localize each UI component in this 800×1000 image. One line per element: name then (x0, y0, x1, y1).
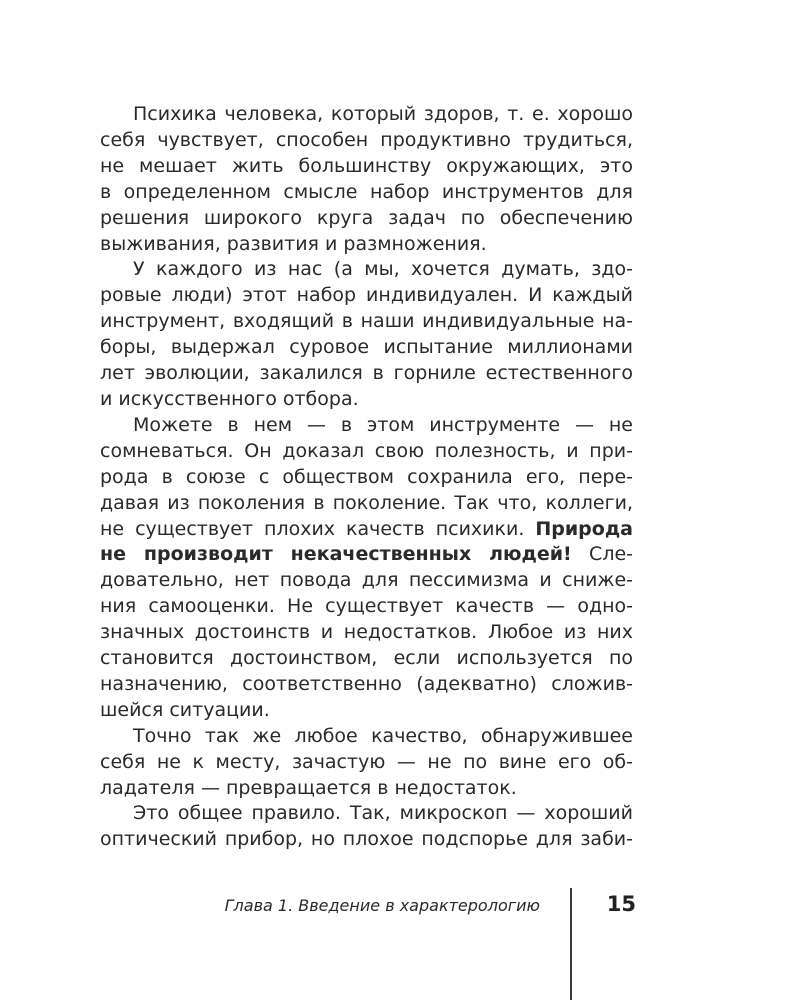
text-line: инструмент, входящий в наши индивидуальные на- (100, 310, 633, 333)
text-line: У каждого из нас (а мы, хочется думать, здо- (133, 258, 633, 281)
text-line-mixed (100, 517, 633, 543)
text-line: выживания, развития и размножения. (100, 232, 487, 255)
text-line: ния самооценки. Не существует качеств — одно- (100, 595, 633, 618)
running-footer-chapter-title: Глава 1. Введение в характерологию (224, 896, 540, 915)
text-line: боры, выдержал суровое испытание миллионами (100, 336, 633, 359)
text-line: себя чувствует, способен продуктивно трудиться, (100, 128, 633, 151)
body-text (100, 102, 633, 853)
text-line: Можете в нем — в этом инструменте — не (133, 413, 633, 436)
text-line: себя не к месту, зачастую — не по вине его об- (100, 750, 633, 773)
text-line-mixed (100, 542, 633, 568)
text-line: шейся ситуации. (100, 698, 270, 721)
text-line: не мешает жить большинству окружающих, это (100, 154, 633, 177)
text-line: и искусственного отбора. (100, 387, 359, 410)
footer-vertical-rule (570, 888, 572, 1000)
text-line: становится достоинством, если используется по (100, 647, 633, 670)
bold-text: не производит некачественных людей! (100, 543, 572, 566)
text-line: рода в союзе с обществом сохранила его, пере- (100, 465, 633, 488)
text-line: давая из поколения в поколение. Так что, коллеги, (100, 491, 633, 514)
text-line: в определенном смысле набор инструментов для (100, 180, 633, 203)
text-line: значных достоинств и недостатков. Любое из них (100, 621, 633, 644)
text-line: оптический прибор, но плохое подспорье для заби- (100, 828, 633, 851)
text-segment: не существует плохих качеств психики. (100, 517, 525, 540)
text-line: Психика человека, который здоров, т. е. хорошо (133, 103, 633, 125)
text-line: Точно так же любое качество, обнаружившее (133, 724, 633, 747)
text-line: лет эволюции, закалился в горниле естественного (100, 362, 633, 385)
text-line: решения широкого круга задач по обеспечению (100, 206, 633, 229)
text-line: сомневаться. Он доказал свою полезность, и при- (100, 439, 633, 462)
text-segment: Сле- (589, 543, 634, 566)
bold-text: Природа (535, 517, 633, 540)
text-line: ладателя — превращается в недостаток. (100, 776, 517, 799)
page-number: 15 (606, 892, 636, 916)
text-line: назначению, соответственно (адекватно) сложив- (100, 672, 633, 695)
text-line: довательно, нет повода для пессимизма и сниже- (100, 569, 633, 592)
text-line: ровые люди) этот набор индивидуален. И каждый (100, 284, 633, 307)
text-line: Это общее правило. Так, микроскоп — хороший (133, 802, 633, 825)
